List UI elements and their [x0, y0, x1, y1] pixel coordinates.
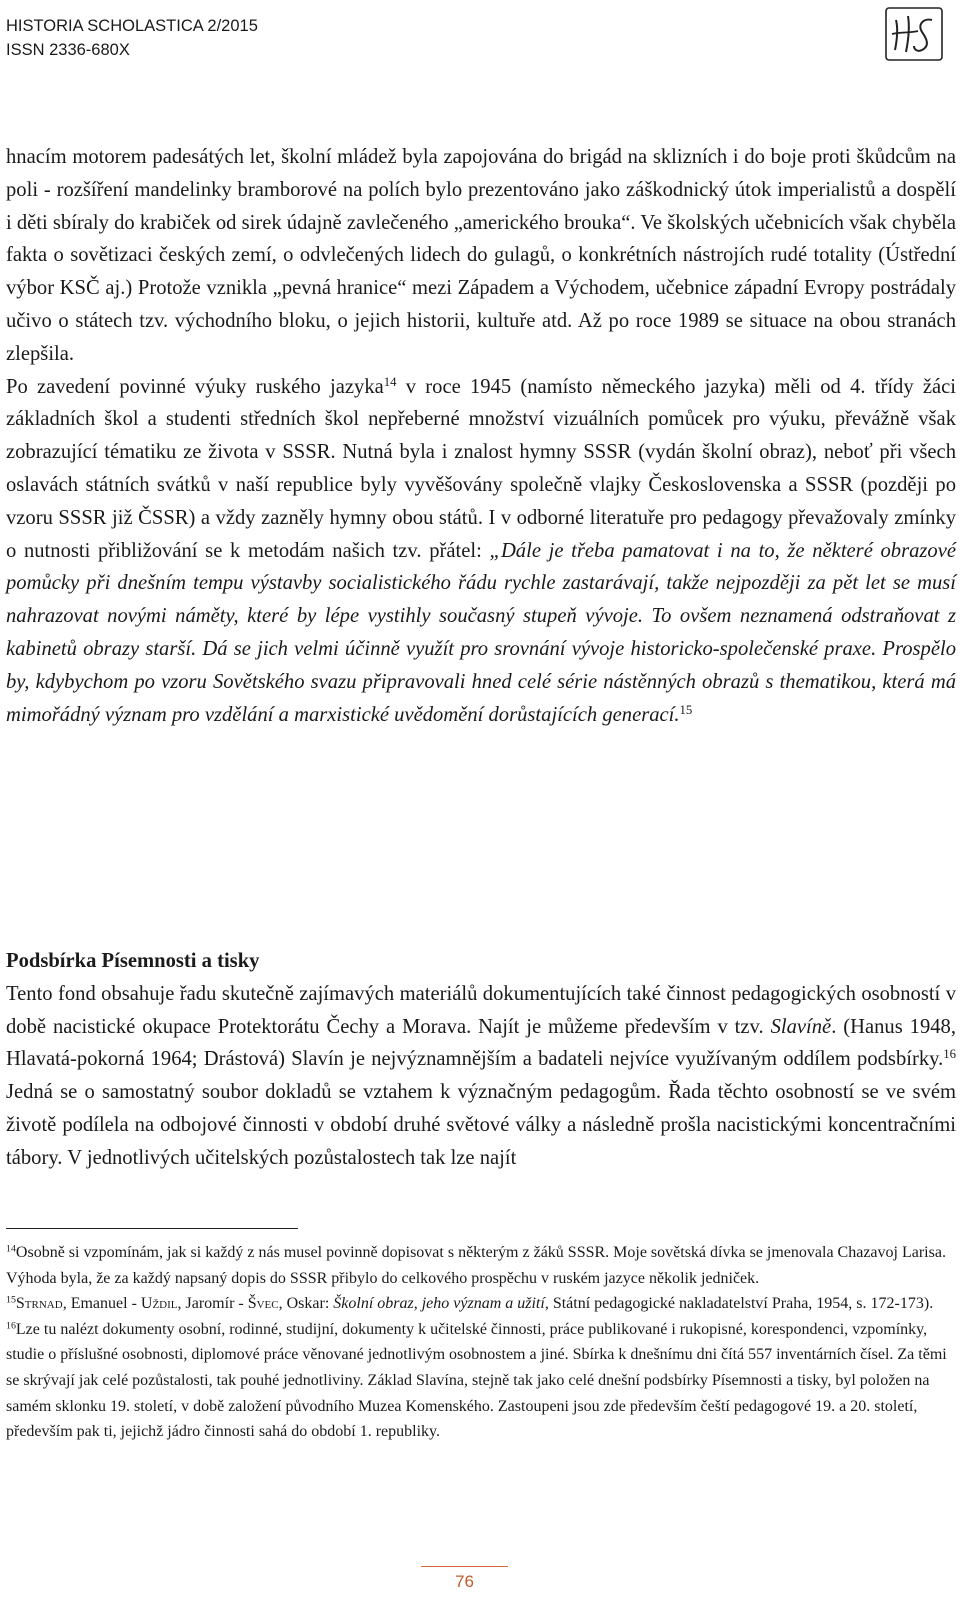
section-paragraph	[6, 978, 956, 1175]
author-3: Švec	[247, 1295, 279, 1313]
section-term: Slavíně	[770, 1015, 832, 1038]
footnote-16-number: 16	[6, 1320, 16, 1332]
quotation: „Dále je třeba pamatovat i na to, že některé obrazové pomůcky při dnešním tempu výstavby socialistického řádu rychle zastarávají, takže nejpozději za pět let se musí nahrazovat novými náměty, které by lépe vystihly současný stupeň vývoje. To ovšem neznamená odstraňovat z kabinetů obrazy starší. Dá se jich velmi účinně využít pro srovnání vývoje historicko-společenské praxe. Prospělo by, kdybychom po vzoru Sovětského svazu připravovali hned celé série nástěnných obrazů s thematikou, která má mimořádný význam pro vzdělání a marxistické uvědomění dorůstajících generací.	[6, 539, 957, 726]
author-1-rest: , Emanuel -	[62, 1295, 141, 1313]
section-text-a: Tento fond obsahuje řadu skutečně zajímavých materiálů dokumentujících také činnost pedagogických osobností v době nacistické okupace Protektorátu Čechy a Morava. Najít je můžeme především v tzv.	[6, 982, 956, 1038]
author-2: Uždil	[140, 1295, 178, 1313]
footnote-divider	[6, 1228, 298, 1229]
paragraph-2	[6, 371, 956, 732]
page-number-rule	[421, 1566, 508, 1567]
section-text-b: . (Hanus 1948, Hlavatá-pokorná 1964; Drástová) Slavín je nejvýznamnějším a badateli nejvíce využívaným oddílem podsbírky.	[6, 1015, 956, 1071]
author-2-rest: , Jaromír -	[177, 1295, 248, 1313]
author-3-rest: , Oskar:	[278, 1295, 334, 1313]
footnote-16	[6, 1317, 956, 1445]
footnote-15-number: 15	[6, 1294, 16, 1306]
paragraph-1-text: hnacím motorem padesátých let, školní mládež byla zapojována do brigád na sklizních i do boje proti škůdcům na poli - rozšíření mandelinky bramborové na polích bylo prezentováno jako záškodnický útok imperialistů a dospělí i děti sbíraly do krabiček od sirek údajně zavlečeného „amerického brouka“. Ve školských učebnicích však chyběla fakta o sovětizaci českých zemí, o odvlečených lidech do gulagů, o konkrétních nástrojích rudé totality (Ústřední výbor KSČ aj.) Protože vznikla „pevná hranice“ mezi Západem a Východem, učebnice západní Evropy postrádaly učivo o státech tzv. východního bloku, o jejich historii, kultuře atd. Až po roce 1989 se situace na obou stranách zlepšila.	[6, 146, 957, 365]
section-heading: Podsbírka Písemnosti a tisky	[6, 950, 260, 972]
author-1: Strnad	[15, 1295, 63, 1313]
footnote-14	[6, 1240, 956, 1291]
footnote-ref-16[interactable]: 16	[943, 1047, 956, 1062]
main-text	[6, 141, 956, 731]
page-number: 76	[455, 1572, 474, 1591]
paragraph-1	[6, 141, 956, 371]
book-title: Školní obraz, jeho význam a užití	[333, 1295, 545, 1313]
section-pisemnosti	[6, 945, 956, 1175]
footnote-ref-14[interactable]: 14	[383, 374, 397, 389]
footnote-14-text: Osobně si vzpomínám, jak si každý z nás musel povinně dopisovat s některým z žáků SSSR. Moje sovětská dívka se jmenovala Chazavoj Larisa. Výhoda byla, že za každý napsaný dopis do SSSR přibylo do celkového prospěchu v ruském jazyce několik jedniček.	[6, 1244, 946, 1287]
footnote-ref-15[interactable]: 15	[679, 702, 693, 717]
journal-title: HISTORIA SCHOLASTICA 2/2015	[6, 17, 258, 35]
section-text-c: Jedná se o samostatný soubor dokladů se vztahem k význačným pedagogům. Řada těchto osobností se ve svém životě podílela na odbojové činnosti v období druhé světové války a následně prošla nacistickými koncentračními tábory. V jednotlivých učitelských pozůstalostech tak lze najít	[6, 1081, 956, 1169]
hs-logo-icon	[884, 6, 944, 62]
issn: ISSN 2336-680X	[6, 41, 130, 59]
paragraph-2-text-b: v roce 1945 (namísto německého jazyka) měli od 4. třídy žáci základních škol a studenti středních škol nepřeberné množství vizuálních pomůcek pro výuku, převážně však zobrazující tématiku ze života v SSSR. Nutná byla i znalost hymny SSSR (vydán školní obraz), neboť při všech oslavách státních svátků v naší republice byly vyvěšovány společně vlajky Československa a SSSR (později po vzoru SSSR již ČSSR) a vždy zazněly hymny obou států. I v odborné literatuře pro pedagogy převažovaly zmínky o nutnosti přibližování se k metodám našich tzv. přátel:	[6, 375, 956, 562]
footnote-16-text: Lze tu nalézt dokumenty osobní, rodinné, studijní, dokumenty k učitelské činnosti, práce publikované i rukopisné, korespondenci, vzpomínky, studie o příslušné osobnosti, diplomové práce věnované jednotlivým osobnostem a jiné. Sbírka k dnešnímu dni čítá 557 inventárních čísel. Za těmi se skrývají jak celé pozůstalosti, tak pouhé jednotliviny. Základ Slavína, stejně tak jako celé dnešní podsbírky Písemnosti a tisky, byl položen na samém sklonku 19. století, v době založení původního Muzea Komenského. Zastoupeni jsou zde především čeští pedagogové 19. a 20. století, především pak ti, jejichž jádro činnosti sahá do období 1. republiky.	[6, 1320, 947, 1441]
running-header	[6, 14, 258, 62]
hs-logo	[884, 6, 944, 62]
footnote-15	[6, 1291, 956, 1317]
footnotes	[6, 1240, 956, 1445]
citation-rest: , Státní pedagogické nakladatelství Praha, 1954, s. 172-173).	[544, 1295, 934, 1313]
footnote-14-number: 14	[6, 1243, 16, 1255]
paragraph-2-text-a: Po zavedení povinné výuky ruského jazyka	[6, 375, 384, 398]
